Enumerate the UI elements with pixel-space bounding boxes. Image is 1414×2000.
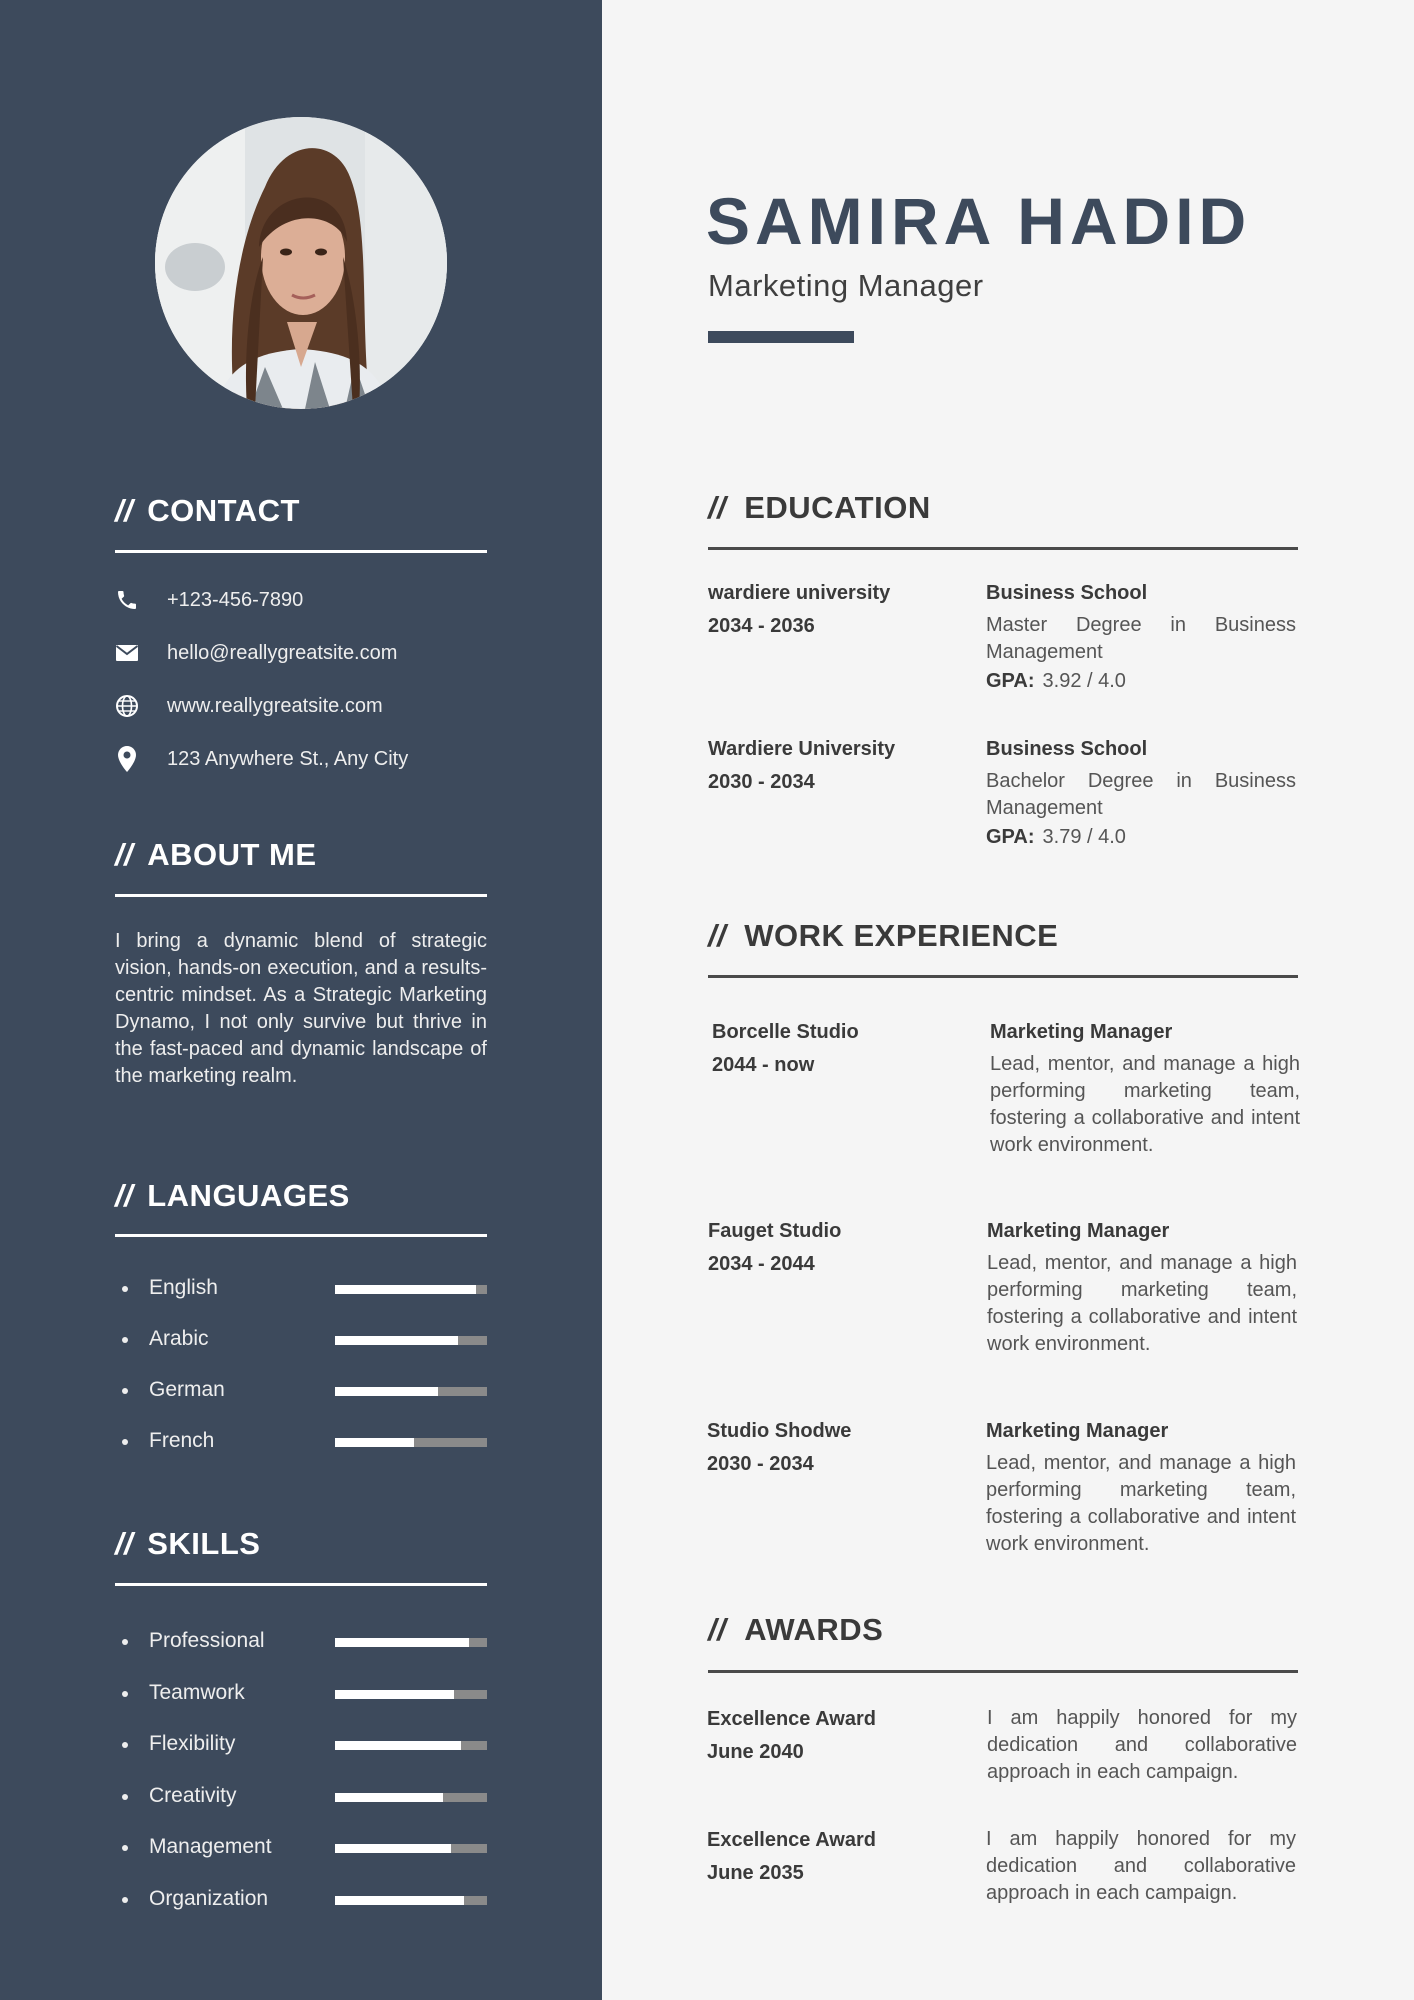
skill-level-fill xyxy=(335,1638,469,1647)
language-label: Arabic xyxy=(149,1327,209,1350)
bullet-icon xyxy=(122,1639,128,1645)
language-item xyxy=(122,1376,487,1406)
skill-label: Organization xyxy=(149,1886,269,1910)
skill-level-bar xyxy=(335,1793,487,1802)
job-title: Marketing Manager xyxy=(708,268,984,303)
award-date: June 2040 xyxy=(707,1741,804,1763)
language-label: English xyxy=(149,1276,218,1299)
award-title: Excellence Award xyxy=(707,1829,876,1851)
experience-years: 2030 - 2034 xyxy=(707,1453,814,1475)
education-years: 2030 - 2034 xyxy=(708,771,815,793)
language-level-bar xyxy=(335,1387,487,1396)
avatar xyxy=(155,117,447,409)
language-level-fill xyxy=(335,1336,458,1345)
language-level-bar xyxy=(335,1438,487,1447)
language-level-fill xyxy=(335,1387,438,1396)
skill-item xyxy=(122,1679,487,1709)
education-gpa: GPA: 3.79 / 4.0 xyxy=(986,826,1126,848)
education-school: Wardiere University xyxy=(708,738,896,760)
skill-item xyxy=(122,1885,487,1915)
skill-item xyxy=(122,1627,487,1657)
contact-website-text: www.reallygreatsite.com xyxy=(167,694,383,717)
language-item xyxy=(122,1325,487,1355)
skill-level-bar xyxy=(335,1638,487,1647)
bullet-icon xyxy=(122,1845,128,1851)
education-faculty: Business School xyxy=(986,582,1148,604)
contact-divider xyxy=(115,550,487,553)
education-school: wardiere university xyxy=(708,582,891,604)
awards-heading: // AWARDS xyxy=(708,1612,884,1647)
skill-level-bar xyxy=(335,1690,487,1699)
skill-level-fill xyxy=(335,1741,461,1750)
education-heading: // EDUCATION xyxy=(708,490,931,525)
title-accent-bar xyxy=(708,331,854,343)
skill-level-fill xyxy=(335,1844,451,1853)
bullet-icon xyxy=(122,1439,128,1445)
skill-label: Professional xyxy=(149,1629,265,1652)
bullet-icon xyxy=(122,1897,128,1903)
skill-label: Management xyxy=(149,1835,272,1858)
skill-level-bar xyxy=(335,1741,487,1750)
bullet-icon xyxy=(122,1794,128,1800)
awards-divider xyxy=(708,1670,1298,1673)
skill-label: Teamwork xyxy=(149,1680,245,1704)
about-text: I bring a dynamic blend of strategic vision, hands-on execution, and a results-centric mindset. As a Strategic Marketing Dynamo, I not only survive but thrive in the fast-paced and dynamic landscape of the marketing realm. xyxy=(115,930,487,1087)
contact-phone-text: +123-456-7890 xyxy=(167,588,304,611)
about-heading: // ABOUT ME xyxy=(115,837,317,872)
globe-icon xyxy=(115,694,139,718)
award-title: Excellence Award xyxy=(707,1708,876,1730)
skill-level-fill xyxy=(335,1690,454,1699)
language-level-fill xyxy=(335,1285,476,1294)
experience-company: Fauget Studio xyxy=(708,1220,842,1242)
mail-icon xyxy=(115,641,139,665)
language-level-fill xyxy=(335,1438,414,1447)
education-gpa: GPA: 3.92 / 4.0 xyxy=(986,670,1126,692)
phone-icon xyxy=(115,588,139,612)
award-description: I am happily honored for my dedication and collaborative approach in each campaign. xyxy=(986,1828,1296,1904)
education-degree: Bachelor Degree in Business Management xyxy=(986,770,1296,819)
experience-years: 2034 - 2044 xyxy=(708,1253,815,1275)
skills-divider xyxy=(115,1583,487,1586)
award-description: I am happily honored for my dedication and collaborative approach in each campaign. xyxy=(987,1707,1297,1783)
skill-level-bar xyxy=(335,1844,487,1853)
contact-email-text: hello@reallygreatsite.com xyxy=(167,641,398,664)
experience-description: Lead, mentor, and manage a high performing marketing team, fostering a collaborative and intent work environment. xyxy=(987,1252,1297,1355)
experience-role: Marketing Manager xyxy=(987,1220,1170,1242)
skill-item xyxy=(122,1730,487,1760)
full-name: SAMIRA HADID xyxy=(706,184,1252,258)
award-date: June 2035 xyxy=(707,1862,804,1884)
bullet-icon xyxy=(122,1337,128,1343)
education-divider xyxy=(708,547,1298,550)
skill-level-fill xyxy=(335,1896,464,1905)
skill-label: Creativity xyxy=(149,1783,237,1807)
location-pin-icon xyxy=(115,747,139,771)
about-divider xyxy=(115,894,487,897)
skill-label: Flexibility xyxy=(149,1732,236,1755)
language-label: German xyxy=(149,1378,225,1401)
skill-level-fill xyxy=(335,1793,443,1802)
language-item xyxy=(122,1427,487,1457)
contact-website[interactable] xyxy=(115,691,383,721)
contact-phone[interactable] xyxy=(115,585,303,615)
languages-divider xyxy=(115,1234,487,1237)
contact-address-text: 123 Anywhere St., Any City xyxy=(167,747,409,770)
experience-divider xyxy=(708,975,1298,978)
experience-company: Studio Shodwe xyxy=(707,1420,852,1442)
language-level-bar xyxy=(335,1285,487,1294)
sidebar xyxy=(0,0,602,2000)
experience-role: Marketing Manager xyxy=(990,1021,1173,1043)
skills-heading: // SKILLS xyxy=(115,1526,261,1561)
contact-address[interactable] xyxy=(115,744,408,774)
contact-email[interactable] xyxy=(115,638,397,668)
language-label: French xyxy=(149,1429,215,1452)
contact-heading: // CONTACT xyxy=(115,493,300,528)
language-level-bar xyxy=(335,1336,487,1345)
experience-years: 2044 - now xyxy=(712,1054,815,1076)
skill-level-bar xyxy=(335,1896,487,1905)
experience-heading: // WORK EXPERIENCE xyxy=(708,918,1059,953)
experience-company: Borcelle Studio xyxy=(712,1021,859,1043)
experience-role: Marketing Manager xyxy=(986,1420,1169,1442)
education-years: 2034 - 2036 xyxy=(708,615,815,637)
experience-description: Lead, mentor, and manage a high performing marketing team, fostering a collaborative and intent work environment. xyxy=(990,1053,1300,1156)
bullet-icon xyxy=(122,1691,128,1697)
skill-item xyxy=(122,1782,487,1812)
education-degree: Master Degree in Business Management xyxy=(986,614,1296,663)
languages-heading: // LANGUAGES xyxy=(115,1178,350,1213)
profile-photo xyxy=(155,117,447,409)
bullet-icon xyxy=(122,1388,128,1394)
bullet-icon xyxy=(122,1742,128,1748)
education-faculty: Business School xyxy=(986,738,1148,760)
experience-description: Lead, mentor, and manage a high performing marketing team, fostering a collaborative and intent work environment. xyxy=(986,1452,1296,1555)
language-item xyxy=(122,1274,487,1304)
bullet-icon xyxy=(122,1286,128,1292)
skill-item xyxy=(122,1833,487,1863)
